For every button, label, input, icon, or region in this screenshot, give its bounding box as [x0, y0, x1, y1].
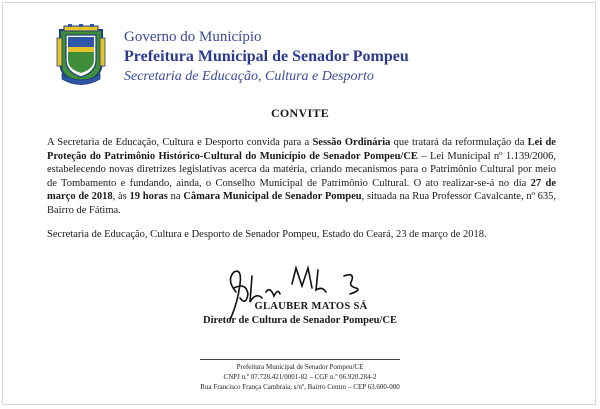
prefecture-label: Prefeitura Municipal de Senador Pompeu [124, 48, 409, 65]
footer-line-2: CNPJ n.º 07.728.421/0001-82 – CGF n.º 06.920.284-2 [223, 372, 377, 381]
event-venue: Câmara Municipal de Senador Pompeu [183, 191, 362, 203]
secretariat-label: Secretaria de Educação, Cultura e Desporto [124, 69, 374, 84]
signature-block [0, 300, 600, 328]
footer-line-1: Prefeitura Municipal de Senador Pompeu/CE [236, 363, 364, 371]
footer [0, 363, 600, 392]
document-title: CONVITE [270, 106, 330, 120]
footer-divider [200, 359, 400, 360]
event-date: 27 de março de 2018 [47, 177, 557, 203]
signer-name: GLAUBER MATOS SÁ [254, 301, 368, 312]
government-label: Governo do Município [124, 29, 262, 45]
letterhead [124, 28, 409, 86]
session-type: Sessão Ordinária [312, 137, 391, 148]
invitation-body [47, 136, 556, 251]
date-place-paragraph: Secretaria de Educação, Cultura e Desporto de Senador Pompeu, Estado do Ceará, 23 de março de 2018. [47, 228, 487, 240]
footer-line-3: Rua Francisco França Cambraia, s/nº, Bairro Centro – CEP 63.600-000 [200, 382, 400, 391]
municipal-coat-of-arms-icon [56, 24, 106, 86]
event-time: 19 horas [129, 191, 168, 203]
invitation-paragraph: A Secretaria de Educação, Cultura e Desporto convida para a Sessão Ordinária que tratará da reformulação da Lei de Proteção do Patrimônio Histórico-Cultural do Município de Senador Pompeu/CE – Lei Municipal nº 1.139/2006, estabelecendo novas diretrizes legislativas acerca da matéria, criando mecanismos para o Patrimônio Cultural por meio de Tombamento e fundando, ainda, o Conselho Municipal de Patrimônio Cultural. O ato realizar-se-á no dia 27 de março de 2018, às 19 horas na Câmara Municipal de Senador Pompeu, situada na Rua Professor Cavalcante, nº 635, Bairro de Fátima. [47, 137, 557, 216]
signer-role: Diretor de Cultura de Senador Pompeu/CE [203, 315, 397, 326]
law-name: Lei de Proteção do Patrimônio Histórico-Cultural do Município de Senador Pompeu/CE [47, 137, 556, 162]
